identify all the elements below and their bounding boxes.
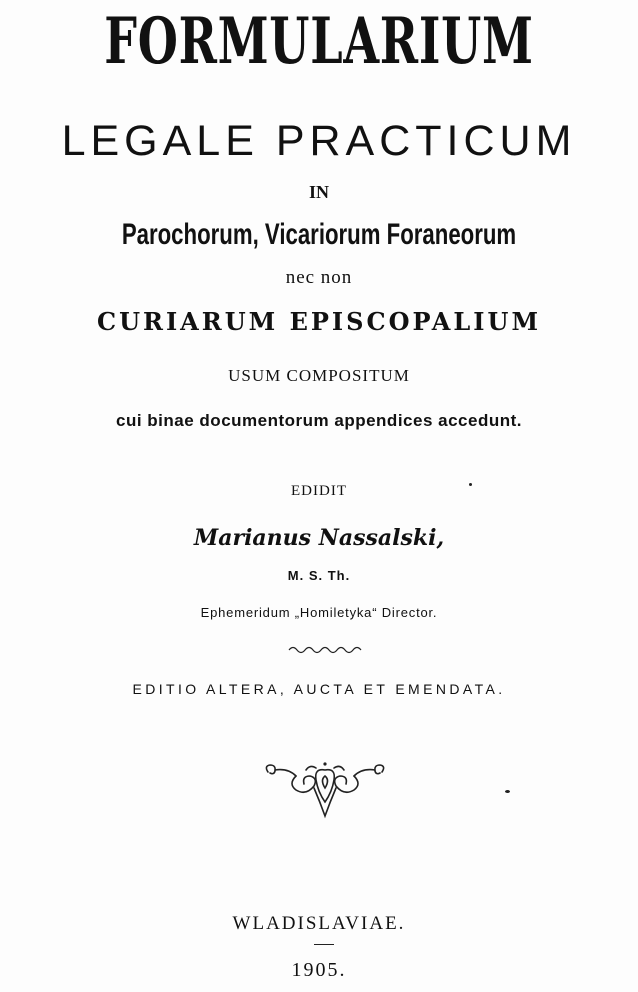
subtitle: LEGALE PRACTICUM xyxy=(61,117,577,165)
flourish-ornament-icon xyxy=(262,762,388,820)
appendices-line: cui binae documentorum appendices accedunt. xyxy=(116,411,522,430)
usum-line: USUM COMPOSITUM xyxy=(228,366,410,385)
print-speck xyxy=(469,483,472,486)
main-title: FORMULARIUM xyxy=(104,4,534,79)
wave-divider-icon xyxy=(287,642,363,656)
publication-year: 1905. xyxy=(291,959,347,981)
users-line: Parochorum, Vicariorum Foraneorum xyxy=(121,218,517,251)
short-rule xyxy=(314,944,334,945)
in-word: IN xyxy=(308,182,329,202)
print-speck xyxy=(505,790,510,793)
edition-line: EDITIO ALTERA, AUCTA ET EMENDATA. xyxy=(132,681,506,697)
place-of-publication: WLADISLAVIAE. xyxy=(232,913,406,934)
director-line: Ephemeridum „Homiletyka“ Director. xyxy=(200,605,438,620)
nec-non: nec non xyxy=(285,267,353,288)
author-degree: M. S. Th. xyxy=(287,568,351,583)
edidit: EDIDIT xyxy=(291,483,347,499)
curiarum-line: CURIARUM EPISCOPALIUM xyxy=(96,307,542,336)
author-name: Marianus Nassalski, xyxy=(193,525,445,551)
